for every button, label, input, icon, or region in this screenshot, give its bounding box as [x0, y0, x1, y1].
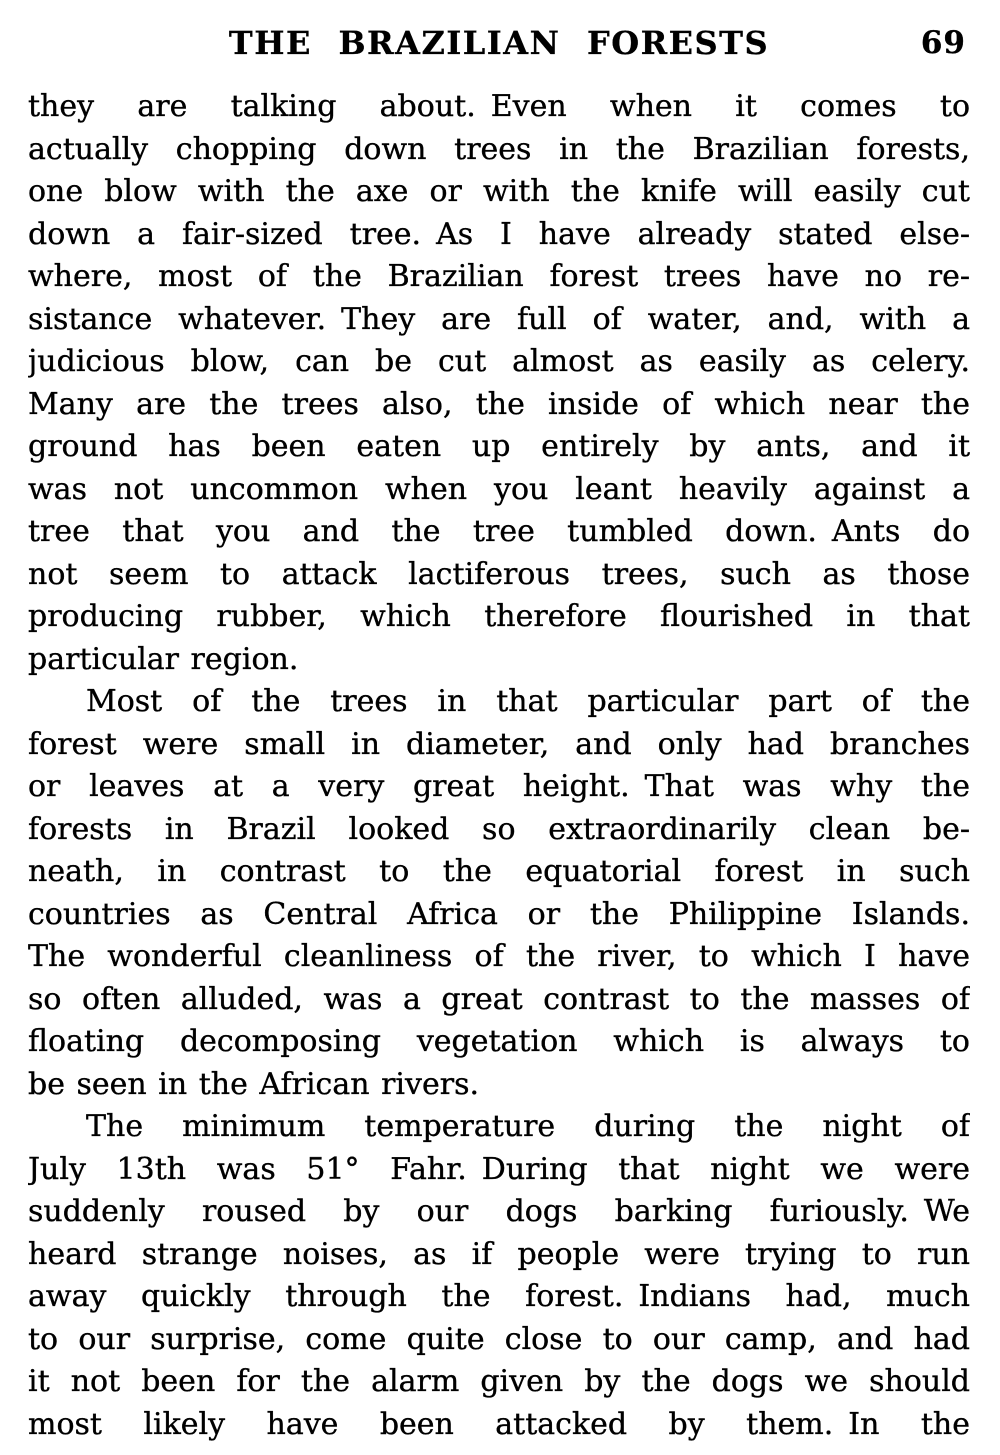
text-line: Most of the trees in that particular part of the [86, 684, 970, 719]
text-line: July 13th was 51° Fahr. During that night we were [28, 1151, 970, 1187]
text-line: so often alluded, was a great contrast to the masses of [28, 981, 970, 1017]
text-line: where, most of the Brazilian forest trees have no re- [28, 259, 970, 294]
running-title: THE BRAZILIAN FORESTS [228, 24, 770, 62]
text-line: suddenly roused by our dogs barking furiously. We [28, 1194, 970, 1229]
text-line: neath, in contrast to the equatorial forest in such [28, 854, 970, 889]
text-line: actually chopping down trees in the Brazilian forests, [28, 131, 970, 167]
text-line: Many are the trees also, the inside of which near the [28, 386, 970, 422]
text-line: was not uncommon when you leant heavily against a [28, 471, 970, 507]
text-line: not seem to attack lactiferous trees, such as those [28, 556, 970, 592]
page-number: 69 [920, 25, 966, 61]
text-line: to our surprise, come quite close to our camp, and had [28, 1321, 970, 1357]
text-line: producing rubber, which therefore flourished in that [28, 599, 970, 634]
text-line: floating decomposing vegetation which is always to [28, 1024, 970, 1059]
text-line: The wonderful cleanliness of the river, to which I have [28, 939, 970, 974]
text-line: forest were small in diameter, and only had branches [28, 726, 970, 762]
text-line: tree that you and the tree tumbled down. Ants do [28, 514, 970, 549]
text-line: they are talking about. Even when it comes to [28, 89, 970, 124]
text-line: it not been for the alarm given by the dogs we should [28, 1364, 970, 1399]
text-line: one blow with the axe or with the knife will easily cut [28, 174, 970, 209]
text-line: ground has been eaten up entirely by ants, and it [28, 429, 970, 464]
text-line: sistance whatever. They are full of water, and, with a [28, 301, 970, 337]
text-line: most likely have been attacked by them. In the [28, 1406, 970, 1442]
text-line: countries as Central Africa or the Philippine Islands. [28, 896, 970, 932]
text-line: down a fair-sized tree. As I have already stated else- [28, 216, 970, 252]
page-body [28, 86, 970, 1446]
text-line: particular region. [28, 641, 299, 677]
paragraph-3 [28, 1106, 970, 1446]
page-header [28, 22, 970, 64]
paragraph-1 [28, 86, 970, 681]
text-line: heard strange noises, as if people were trying to run [28, 1236, 970, 1272]
paragraph-2 [28, 681, 970, 1106]
text-line: judicious blow, can be cut almost as easily as celery. [28, 344, 970, 379]
text-line: The minimum temperature during the night of [86, 1109, 970, 1144]
text-line: away quickly through the forest. Indians had, much [28, 1279, 970, 1314]
text-line: or leaves at a very great height. That was why the [28, 769, 970, 804]
text-line: forests in Brazil looked so extraordinarily clean be- [28, 811, 970, 847]
text-line: be seen in the African rivers. [28, 1066, 480, 1102]
